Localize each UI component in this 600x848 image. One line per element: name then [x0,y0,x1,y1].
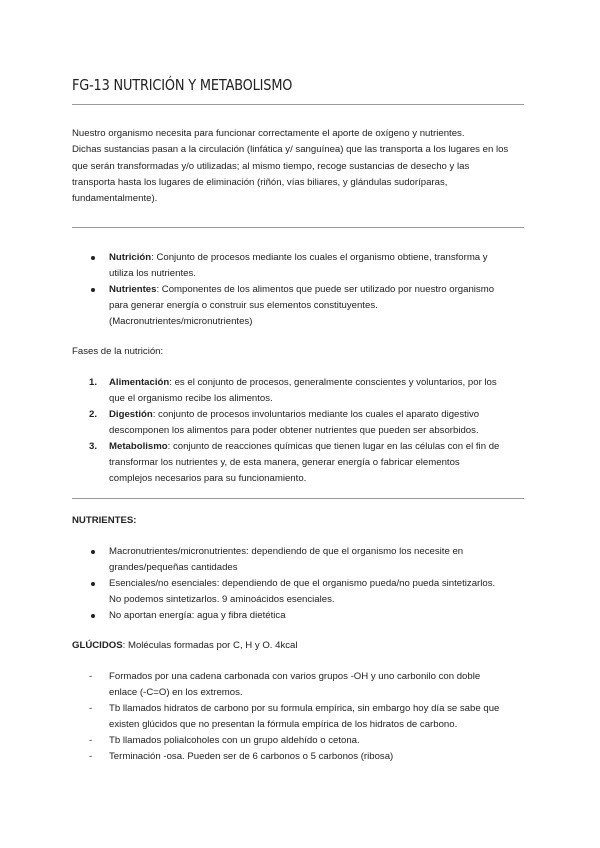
title-divider [72,104,524,105]
glucido-item [72,701,532,733]
phases-label: Fases de la nutrición: [72,346,164,357]
definition-text: utiliza los nutrientes. [109,268,196,279]
glucido-item [72,733,532,749]
definition-text: : Componentes de los alimentos que puede ser utilizado por nuestro organismo [156,284,495,295]
section-divider [72,227,524,228]
nutriente-text: Macronutrientes/micronutrientes: dependiendo de que el organismo los necesite en [109,546,464,557]
glucidos-definition [72,638,532,654]
dash-marker: - [89,751,93,762]
bullet-icon [91,614,95,618]
page-title: FG-13 NUTRICIÓN Y METABOLISMO [72,76,293,94]
definition-item-nutrientes [72,282,532,330]
definition-text: para generar energía o construir sus elementos constituyentes. [109,300,378,311]
intro-line: Nuestro organismo necesita para funcionar correctamente el aporte de oxígeno y nutrientes. [72,128,465,139]
phase-text: : conjunto de procesos involuntarios mediante los cuales el aparato digestivo [152,409,480,420]
bullet-icon [91,582,95,586]
intro-line: Dichas sustancias pasan a la circulación (linfática y/ sanguínea) que las transporta a los lugares en los [72,144,509,156]
phase-text: descomponen los alimentos para poder obtener nutrientes que pueden ser absorbidos. [109,425,479,436]
definition-text: : Conjunto de procesos mediante los cuales el organismo obtiene, transforma y [151,252,488,263]
glucidos-term: GLÚCIDOS [72,640,123,651]
definition-text: (Macronutrientes/micronutrientes) [109,316,253,327]
phase-number: 3. [89,441,98,452]
phase-item-metabolismo [72,439,532,487]
phase-text: complejos necesarios para su funcionamiento. [109,473,307,484]
intro-line: fundamentalmente). [72,193,158,205]
definition-term: Nutrientes [109,284,157,295]
phase-term: Digestión [109,409,153,420]
phase-item-digestion [72,407,532,439]
definition-term: Nutrición [109,252,152,263]
section-divider [72,498,524,499]
definition-item-nutricion [72,250,532,282]
glucido-text: existen glúcidos que no presentan la fórmula empírica de los hidratos de carbono. [109,719,458,730]
phase-text: transformar los nutrientes y, de esta manera, generar energía o fabricar elementos [109,457,460,468]
glucido-text: Terminación -osa. Pueden ser de 6 carbonos o 5 carbonos (ribosa) [109,751,394,762]
phases-list [72,375,532,487]
glucidos-list [72,669,532,765]
nutriente-text: No podemos sintetizarlos. 9 aminoácidos esenciales. [109,594,335,605]
glucido-text: Tb llamados hidratos de carbono por su formula empírica, sin embargo hoy día se sabe que [109,703,500,714]
phase-number: 2. [89,409,98,420]
nutriente-text: Esenciales/no esenciales: dependiendo de que el organismo pueda/no pueda sintetizarlos. [109,578,496,589]
phase-item-alimentacion [72,375,532,407]
glucido-text: Formados por una cadena carbonada con varios grupos -OH y uno carbonilo con doble [109,671,481,682]
phase-number: 1. [89,377,98,388]
nutrientes-heading: NUTRIENTES: [72,515,137,526]
intro-line: transporta hasta los lugares de eliminación (riñón, vías biliares, y glándulas sudoríparas, [72,176,448,188]
phase-term: Metabolismo [109,441,168,452]
phase-text: : conjunto de reacciones químicas que tienen lugar en las células con el fin de [167,441,500,452]
bullet-icon [91,256,95,260]
glucido-text: enlace (-C=O) en los extremos. [109,687,243,698]
dash-marker: - [89,671,93,682]
dash-marker: - [89,735,93,746]
dash-marker: - [89,703,93,714]
phase-term: Alimentación [109,377,170,388]
nutriente-item [72,544,532,576]
bullet-icon [91,288,95,292]
phase-text: que el organismo recibe los alimentos. [109,393,273,404]
phase-text: : es el conjunto de procesos, generalmente conscientes y voluntarios, por los [169,377,497,388]
intro-line: que serán transformadas y/o utilizadas; al mismo tiempo, recoge sustancias de desecho y las [72,160,470,172]
nutriente-item [72,576,532,608]
glucido-item [72,669,532,701]
nutrientes-list [72,544,532,624]
nutriente-item [72,608,532,624]
nutriente-text: grandes/pequeñas cantidades [109,562,238,573]
glucido-item [72,749,532,765]
intro-paragraph [72,126,532,207]
bullet-icon [91,550,95,554]
glucido-text: Tb llamados polialcoholes con un grupo aldehído o cetona. [109,735,360,746]
glucidos-text: : Moléculas formadas por C, H y O. 4kcal [122,640,298,651]
nutriente-text: No aportan energía: agua y fibra dietética [109,610,286,621]
definitions-list [72,250,532,330]
